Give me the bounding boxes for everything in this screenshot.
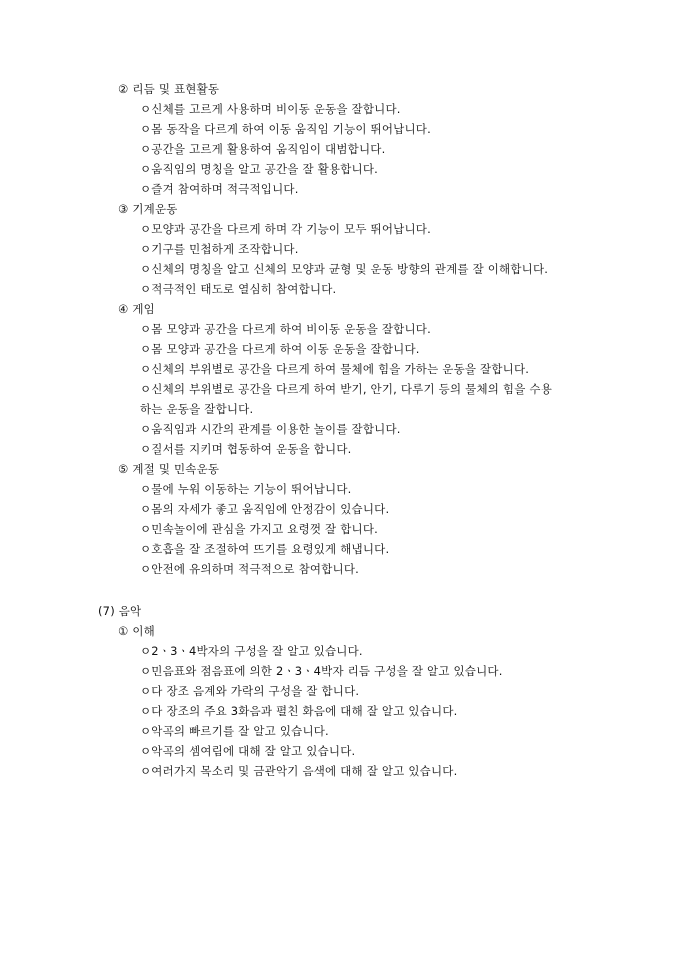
list-item: ㅇ다 장조의 주요 3화음과 펼친 화음에 대해 잘 알고 있습니다. bbox=[140, 704, 458, 718]
list-item: ㅇ물에 누워 이동하는 기능이 뛰어납니다. bbox=[140, 482, 352, 496]
list-item: ㅇ신체의 부위별로 공간을 다르게 하여 물체에 힘을 가하는 운동을 잘합니다. bbox=[140, 362, 530, 376]
list-item: ㅇ움직임의 명칭을 알고 공간을 잘 활용합니다. bbox=[140, 162, 379, 176]
section-heading-seasonal: ⑤ 계절 및 민속운동 bbox=[118, 462, 220, 476]
list-item: ㅇ신체의 부위별로 공간을 다르게 하여 받기, 안기, 다루기 등의 물체의 힘을 수용 bbox=[140, 382, 553, 396]
list-item: ㅇ안전에 유의하며 적극적으로 참여합니다. bbox=[140, 562, 359, 576]
list-item: ㅇ몸의 자세가 좋고 움직임에 안정감이 있습니다. bbox=[140, 502, 390, 516]
list-item: ㅇ질서를 지키며 협동하여 운동을 합니다. bbox=[140, 442, 352, 456]
list-item: ㅇ호흡을 잘 조절하여 뜨기를 요령있게 해냅니다. bbox=[140, 542, 390, 556]
list-item: ㅇ몸 모양과 공간을 다르게 하여 비이동 운동을 잘합니다. bbox=[140, 322, 431, 336]
list-item: ㅇ여러가지 목소리 및 금관악기 음색에 대해 잘 알고 있습니다. bbox=[140, 764, 458, 778]
list-item: ㅇ몸 모양과 공간을 다르게 하여 이동 운동을 잘합니다. bbox=[140, 342, 420, 356]
list-item: ㅇ민속놀이에 관심을 가지고 요령껏 잘 합니다. bbox=[140, 522, 379, 536]
list-item: ㅇ신체의 명칭을 알고 신체의 모양과 균형 및 운동 방향의 관계를 잘 이해합니다. bbox=[140, 262, 549, 276]
section-heading-apparatus: ③ 기계운동 bbox=[118, 202, 178, 216]
section-heading-game: ④ 게임 bbox=[118, 302, 155, 316]
list-item: ㅇ2ㆍ3ㆍ4박자의 구성을 잘 알고 있습니다. bbox=[140, 644, 363, 658]
list-item: ㅇ공간을 고르게 활용하여 움직임이 대범합니다. bbox=[140, 142, 386, 156]
list-item: ㅇ즐겨 참여하며 적극적입니다. bbox=[140, 182, 299, 196]
list-item: ㅇ움직임과 시간의 관계를 이용한 놀이를 잘합니다. bbox=[140, 422, 401, 436]
list-item: ㅇ몸 동작을 다르게 하여 이동 움직임 기능이 뛰어납니다. bbox=[140, 122, 431, 136]
list-item: ㅇ모양과 공간을 다르게 하며 각 기능이 모두 뛰어납니다. bbox=[140, 222, 431, 236]
list-item: ㅇ적극적인 태도로 열심히 참여합니다. bbox=[140, 282, 337, 296]
list-item-continuation: 하는 운동을 잘합니다. bbox=[140, 402, 254, 416]
list-item: ㅇ신체를 고르게 사용하며 비이동 운동을 잘합니다. bbox=[140, 102, 401, 116]
list-item: ㅇ악곡의 빠르기를 잘 알고 있습니다. bbox=[140, 724, 329, 738]
list-item: ㅇ다 장조 음계와 가락의 구성을 잘 합니다. bbox=[140, 684, 360, 698]
section-heading-rhythm: ② 리듬 및 표현활동 bbox=[118, 82, 220, 96]
section-title-music: (7) 음악 bbox=[98, 604, 142, 618]
subsection-heading-understanding: ① 이해 bbox=[118, 624, 155, 638]
list-item: ㅇ기구를 민첩하게 조작합니다. bbox=[140, 242, 299, 256]
list-item: ㅇ민음표와 점음표에 의한 2ㆍ3ㆍ4박자 리듬 구성을 잘 알고 있습니다. bbox=[140, 664, 503, 678]
list-item: ㅇ악곡의 셈여림에 대해 잘 알고 있습니다. bbox=[140, 744, 356, 758]
